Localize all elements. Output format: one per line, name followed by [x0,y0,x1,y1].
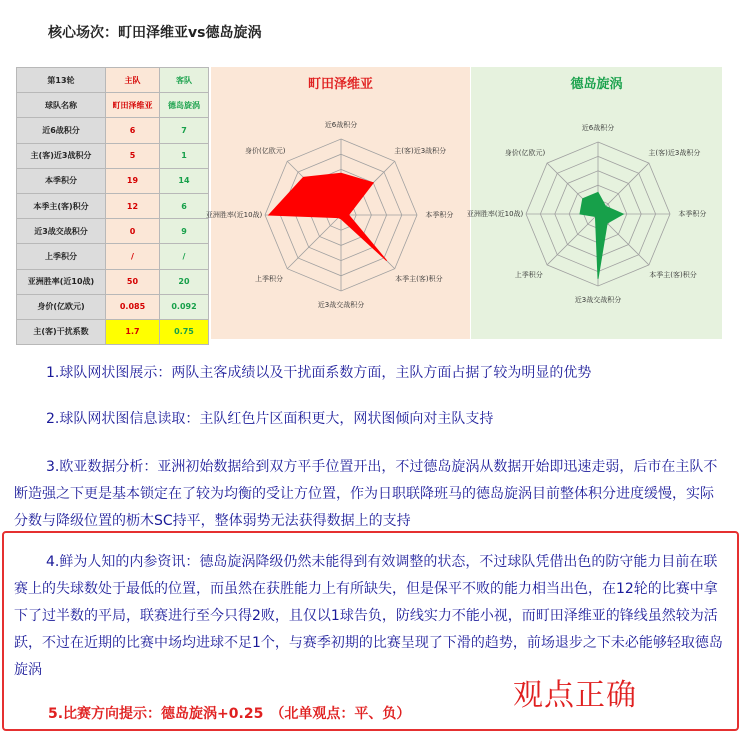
table-header-row [17,68,209,93]
radar-axis-label: 本季主(客)积分 [395,274,443,283]
table-cell-away: / [160,244,209,269]
table-cell-label: 身价(亿欧元) [17,294,106,319]
radar-axis-label: 身价(亿欧元) [244,147,286,156]
paragraph-3: 3.欧亚数据分析：亚洲初始数据给到双方平手位置开出，不过德岛旋涡从数据开始即迅速走弱，后市在主队不断造强之下更是基本锁定在了较为均衡的受让方位置，作为日职联降班马的德岛旋涡目前整体积分进度缓慢，实际分数与降级位置的枥木SC持平，整体弱势无法获得数据上的支持 [14,459,718,529]
table-cell-away: 7 [160,118,209,143]
paragraph-1: 1.球队网状图展示：两队主客成绩以及干扰面系数方面，主队方面占据了较为明显的优势 [46,365,592,381]
direction-tip: 5.比赛方向提示：德岛旋涡+0.25 （北单观点：平、负） [48,706,411,722]
table-row [17,193,209,218]
radar-axis-label: 近6战积分 [581,124,615,132]
radar-axis-label: 亚洲胜率(近10战) [205,211,263,219]
table-cell-home: 6 [106,118,160,143]
radar-axis-label: 本季积分 [678,210,707,218]
table-cell-away: 0.75 [160,319,209,344]
radar-axis-label: 主(客)近3战积分 [394,147,447,156]
radar-axis-label: 近3战交战积分 [574,296,622,304]
radar-area [269,173,387,260]
table-cell-label: 亚洲胜率(近10战) [17,269,106,294]
table-row [17,168,209,193]
paragraph-4: 4.鲜为人知的内参资讯：德岛旋涡降级仍然未能得到有效调整的状态，不过球队凭借出色的防守能力目前在联赛上的失球数处于最低的位置，而虽然在获胜能力上有所缺失，但是保平不败的能力相当出色，在12轮的比赛中拿下了过半数的平局，联赛进行至今只得2败，且仅以1球告负，防线实力不能小视，而町田泽维亚的锋线虽然较为活跃，不过在近期的比赛中场均进球不足1个，与赛季初期的比赛呈现了下滑的趋势，前场退步之下未必能够轻取德岛旋涡 [14,554,723,678]
radar-axis-label: 身价(亿欧元) [504,149,546,158]
table-cell-label: 近3战交战积分 [17,219,106,244]
radar-axis-label: 主(客)近3战积分 [648,149,701,158]
home-radar-panel [205,67,470,339]
radar-axis-label: 近6战积分 [324,121,358,129]
table-row [17,294,209,319]
home-radar-title: 町田泽维亚 [307,77,373,92]
table-row [17,118,209,143]
table-cell-away: 德岛旋涡 [160,93,209,118]
page-title: 核心场次：町田泽维亚vs德岛旋涡 [48,25,262,41]
table-cell-label: 本季主(客)积分 [17,193,106,218]
table-header-away: 客队 [160,68,209,93]
radar-axis-label: 本季积分 [425,211,454,219]
radar-axis-label: 近3战交战积分 [317,301,365,309]
verdict-stamp: 观点正确 [513,678,637,713]
stats-table [16,67,209,345]
table-cell-away: 0.092 [160,294,209,319]
table-row [17,319,209,344]
radar-axis-label: 本季主(客)积分 [649,270,697,279]
table-cell-home: 12 [106,193,160,218]
table-cell-away: 1 [160,143,209,168]
table-cell-label: 本季积分 [17,168,106,193]
away-radar-panel [466,67,722,339]
radar-axis-label: 亚洲胜率(近10战) [466,210,524,218]
table-cell-home: 5 [106,143,160,168]
table-cell-label: 上季积分 [17,244,106,269]
table-cell-away: 6 [160,193,209,218]
away-radar-title: 德岛旋涡 [570,77,623,92]
table-cell-away: 9 [160,219,209,244]
table-header-home: 主队 [106,68,160,93]
paragraph-2: 2.球队网状图信息读取：主队红色片区面积更大，网状图倾向对主队支持 [46,411,494,427]
table-header-label: 第13轮 [17,68,106,93]
table-cell-home: 19 [106,168,160,193]
table-cell-home: 0 [106,219,160,244]
radar-axis-label: 上季积分 [254,274,283,283]
table-cell-home: 1.7 [106,319,160,344]
table-cell-label: 主(客)近3战积分 [17,143,106,168]
table-cell-away: 20 [160,269,209,294]
table-cell-home: 0.085 [106,294,160,319]
table-cell-away: 14 [160,168,209,193]
table-row [17,93,209,118]
radar-axis-label: 上季积分 [514,270,543,279]
table-row [17,143,209,168]
table-row [17,244,209,269]
table-row [17,219,209,244]
table-cell-label: 近6战积分 [17,118,106,143]
table-cell-label: 球队名称 [17,93,106,118]
radar-area [580,192,623,278]
table-cell-home: / [106,244,160,269]
table-cell-label: 主(客)干扰系数 [17,319,106,344]
home-radar-chart [211,67,470,339]
table-cell-home: 50 [106,269,160,294]
table-row [17,269,209,294]
table-cell-home: 町田泽维亚 [106,93,160,118]
